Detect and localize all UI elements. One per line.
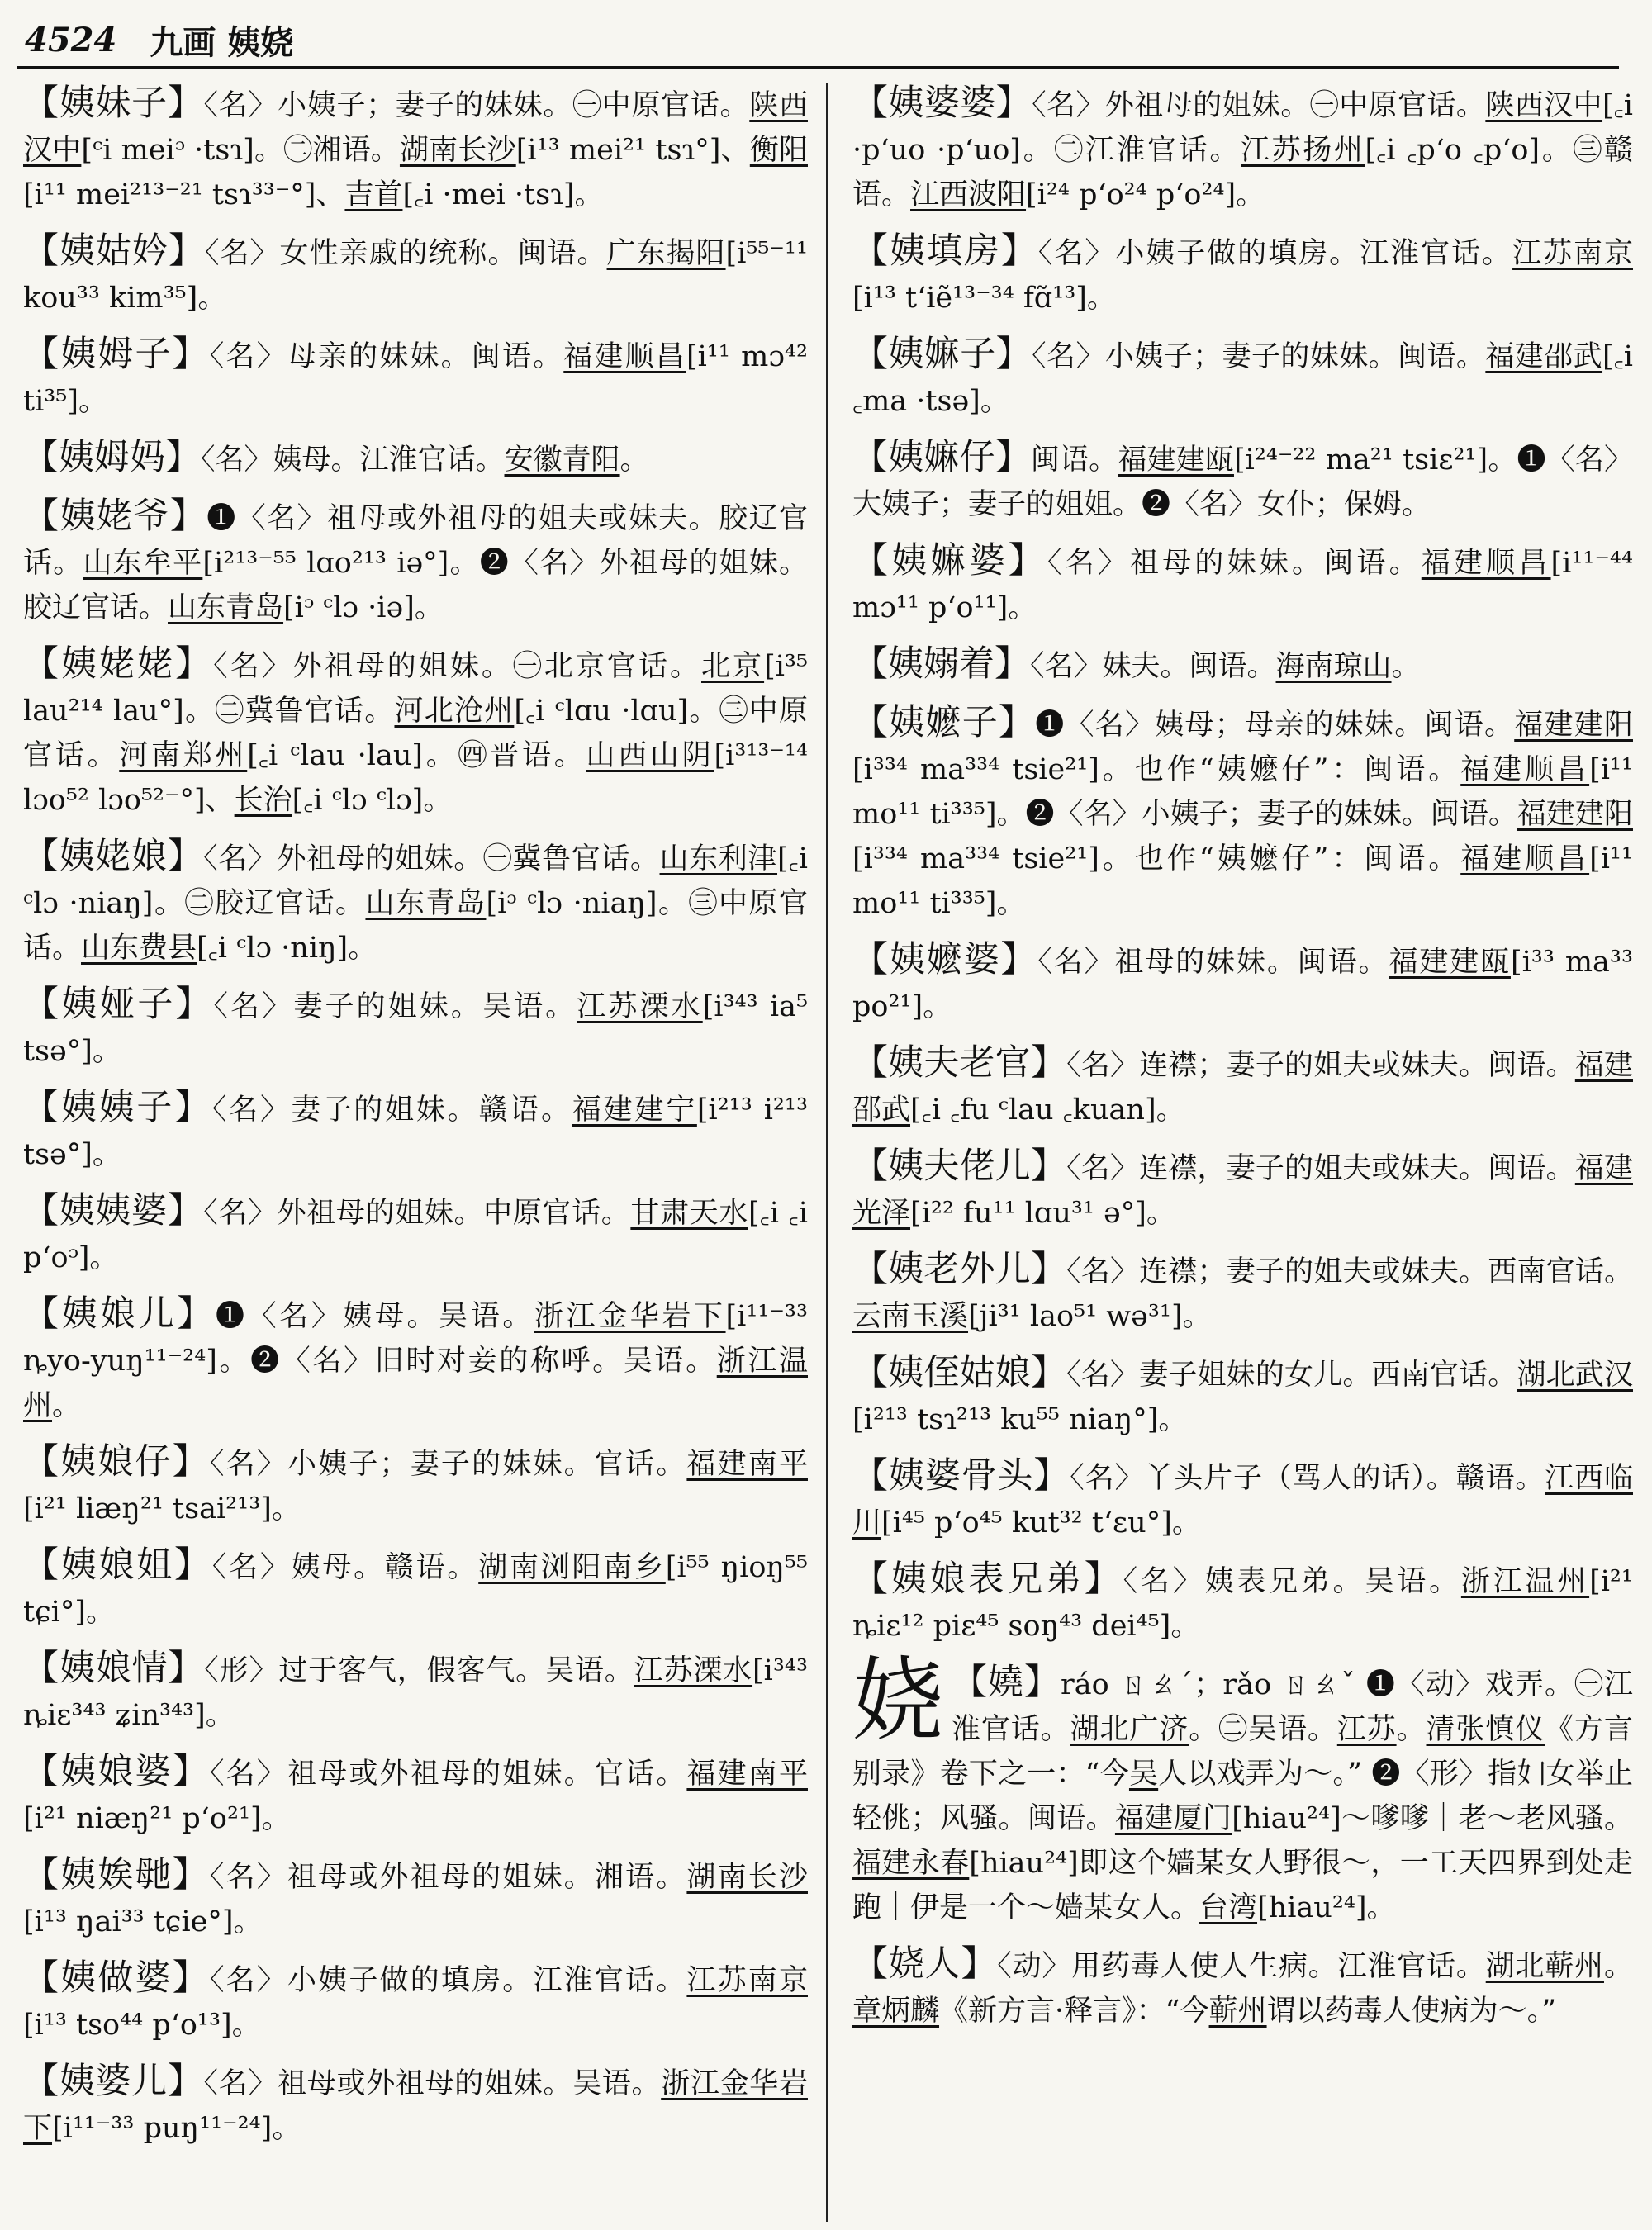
section-title: 九画 姨娆: [150, 22, 294, 62]
headword: 【姨娘婆】: [23, 1751, 210, 1792]
entry-text: 〈名〉外祖母的姐妹。㊀冀鲁官话。: [203, 842, 660, 875]
entry-text: [i²⁴⁻²² ma²¹ tsiɛ²¹]。❶〈名〉大姨子；妻子的姐姐。❷〈名〉女仆；保姆。: [852, 444, 1633, 521]
entry-text: 〈名〉连襟，妻子的姐夫或妹夫。闽语。: [1066, 1152, 1575, 1185]
entry-text: [i²¹³ i²¹³ tsə°]。: [23, 1094, 808, 1171]
entry-text: [i¹³ ŋai³³ tɕie°]。: [23, 1905, 263, 1938]
entry-text: [i³¹³⁻¹⁴ lɔo⁵² lɔo⁵²⁻°]、: [23, 739, 808, 817]
dictionary-entry: [23, 229, 808, 320]
place-name: 湖南长沙: [399, 134, 516, 167]
entry-text: 〈名〉丫头片子（骂人的话）。赣语。: [1070, 1462, 1545, 1495]
entry-text: 。: [620, 444, 649, 477]
headword: 【姨姆妈】: [23, 437, 201, 478]
dictionary-entry: [23, 1646, 808, 1738]
dictionary-entry: [23, 494, 808, 630]
entry-text: 。: [1603, 1950, 1633, 1983]
dictionary-entry: [23, 1292, 808, 1428]
place-name: 湖南浏阳南乡: [478, 1551, 666, 1584]
place-name: 台湾: [1199, 1891, 1258, 1924]
dictionary-entry: [23, 982, 808, 1074]
place-name: 山东利津: [659, 842, 778, 875]
entry-text: 〈名〉母亲的妹妹。闽语。: [209, 340, 564, 373]
entry-text: [i³³ ma³³ po²¹]。: [852, 946, 1633, 1023]
headword: 【姨姆子】: [23, 334, 210, 375]
place-name: 蕲州: [1208, 1995, 1267, 2028]
place-name: 福建建瓯: [1389, 946, 1511, 979]
entry-text: 谓以药毒人使病为～。”: [1266, 1995, 1556, 2028]
entry-text: [i²¹ niæŋ²¹ p‘o²¹]。: [23, 1802, 291, 1835]
entry-text: ráo ㄖㄠˊ；rǎo ㄖㄠˇ ❶〈动〉戏弄。㊀江淮官话。: [952, 1668, 1634, 1746]
headword: 【姨做婆】: [23, 1957, 210, 1999]
place-name: 衡阳: [749, 134, 808, 167]
entry-text: [꜀i ᶜlau ·lau]。㊃晋语。: [247, 739, 586, 772]
entry-text: [iᵓ ᶜlɔ ·iə]。: [283, 591, 444, 624]
entry-text: [꜀i ᶜlɔ ·niaŋ]。㊁胶辽官话。: [23, 842, 808, 920]
dictionary-entry: [852, 1454, 1633, 1545]
place-name: 福建顺昌: [1460, 842, 1590, 875]
entry-text: 〈名〉祖母或外祖母的姐妹。官话。: [209, 1758, 687, 1791]
entry-text: 《方言别录》卷下之一：“今: [852, 1713, 1633, 1791]
place-name: 河北沧州: [394, 695, 515, 728]
entry-text: [hiau²⁴]即这个嫱某女人野很～，一工天四界到处走跑｜伊是一个～嫱某女人。: [852, 1847, 1633, 1924]
place-name: 陕西汉中: [1485, 89, 1603, 122]
place-name: 福建建阳: [1514, 709, 1633, 742]
entry-text: 。: [1396, 1713, 1427, 1746]
place-name: 浙江温州: [1460, 1565, 1590, 1598]
entry-text: 〈名〉小姨子做的填房。江淮官话。: [209, 1964, 687, 1997]
place-name: 福建顺昌: [1421, 547, 1551, 580]
entry-text: ❶〈名〉姨母；母亲的妹妹。闽语。: [1035, 709, 1515, 742]
place-name: 陕西汉中: [23, 89, 808, 167]
dictionary-entry: [852, 332, 1633, 424]
dictionary-entry: [852, 1247, 1633, 1339]
place-name: 福建建宁: [572, 1094, 697, 1127]
headword: 【姨姥爷】: [23, 496, 207, 537]
dictionary-entry: [23, 1085, 808, 1177]
place-name: 湖北蕲州: [1485, 1950, 1604, 1983]
place-name: 江西波阳: [910, 178, 1027, 211]
entry-text: [i¹¹ mo¹¹ ti³³⁵]。❷〈名〉小姨子；妻子的妹妹。闽语。: [852, 753, 1633, 831]
entry-text: [i³³⁴ ma³³⁴ tsie²¹]。也作“姨嬷仔”：闽语。: [852, 842, 1461, 875]
dictionary-entry: [23, 81, 808, 217]
headword: 【姨娘姐】: [23, 1544, 212, 1586]
place-name: 浙江金华岩下: [23, 2067, 808, 2145]
dictionary-entry: [852, 1942, 1633, 2033]
dictionary-entry: [23, 1189, 808, 1280]
headword: 【姨嬷子】: [852, 702, 1036, 743]
entry-text: [i²¹ ȵiɛ¹² piɛ⁴⁵ soŋ⁴³ dei⁴⁵]。: [852, 1565, 1633, 1643]
headword: 【姨嫲仔】: [852, 437, 1031, 478]
place-name: 北京: [701, 650, 765, 683]
entry-text: 〈名〉祖母的妹妹。闽语。: [1047, 547, 1422, 580]
entry-text: [i¹¹⁻⁴⁴ mɔ¹¹ p‘o¹¹]。: [852, 547, 1633, 624]
place-name: 山东青岛: [365, 887, 487, 920]
entry-text: 〈名〉小姨子做的填房。江淮官话。: [1037, 237, 1513, 270]
place-name: 浙江金华岩下: [534, 1300, 726, 1333]
entry-text: [hiau²⁴]～嗲嗲｜老～老风骚。: [1232, 1802, 1633, 1835]
entry-text: [i¹¹ mei²¹³⁻²¹ tsɿ³³⁻°]、: [23, 178, 345, 211]
entry-text: [i²¹³ tsɿ²¹³ ku⁵⁵ niaŋ°]。: [852, 1403, 1188, 1436]
headword: 【嬈】: [952, 1662, 1061, 1703]
place-name: 江西临川: [852, 1462, 1633, 1540]
entry-text: [i¹¹ mɔ⁴² ti³⁵]。: [23, 340, 808, 418]
entry-text: [i¹¹ mo¹¹ ti³³⁵]。: [852, 842, 1633, 920]
place-name: 海南琼山: [1275, 650, 1392, 683]
entry-text: 〈名〉女性亲戚的统称。闽语。: [205, 237, 607, 270]
entry-text: [꜀i ᶜlɔ ·niŋ]。: [197, 932, 377, 965]
dictionary-entry: [23, 642, 808, 823]
headword: 【姨娘儿】: [23, 1293, 216, 1335]
entry-text: [i¹³ tso⁴⁴ p‘o¹³]。: [23, 2009, 261, 2042]
place-name: 安徽青阳: [504, 444, 620, 477]
entry-text: [i¹¹⁻³³ puŋ¹¹⁻²⁴]。: [52, 2112, 301, 2145]
entry-text: [hiau²⁴]。: [1257, 1891, 1396, 1924]
headword: 【姨婆婆】: [852, 83, 1032, 124]
entry-text: 〈名〉妻子姐妹的女儿。西南官话。: [1066, 1359, 1517, 1392]
entry-text: 闽语。: [1030, 444, 1118, 477]
place-name: 福建南平: [686, 1758, 808, 1791]
entry-text: 〈名〉妻子的姐妹。吴语。: [213, 990, 577, 1023]
dictionary-entry: [23, 2059, 808, 2151]
place-name: 福建顺昌: [563, 340, 686, 373]
place-name: 福建邵武: [852, 1049, 1633, 1127]
entry-text: [꜀i ꜀p‘o ꜀p‘o]。㊂赣语。: [852, 134, 1633, 211]
place-name: 江苏: [1336, 1713, 1397, 1746]
place-name: 福建永春: [852, 1847, 970, 1880]
dictionary-entry: [852, 700, 1633, 926]
entry-text: [i⁴⁵ p‘o⁴⁵ kut³² t‘ɛu°]。: [881, 1506, 1201, 1540]
place-name: 山西山阴: [586, 739, 714, 772]
entry-text: 〈动〉用药毒人使人生病。江淮官话。: [997, 1950, 1486, 1983]
headword: 【姨妹子】: [23, 83, 204, 124]
dictionary-entry: [23, 1543, 808, 1635]
place-name: 湖南长沙: [686, 1861, 808, 1894]
entry-text: [i²¹ liæŋ²¹ tsai²¹³]。: [23, 1492, 301, 1525]
entry-text: 〈名〉连襟；妻子的姐夫或妹夫。西南官话。: [1066, 1255, 1633, 1288]
dictionary-entry: [23, 1853, 808, 1944]
headword: 【姨夫老官】: [852, 1042, 1067, 1084]
dictionary-entry: [852, 937, 1633, 1029]
headword: 【姨娘仔】: [23, 1441, 210, 1483]
entry-text: 。㊁吴语。: [1189, 1713, 1337, 1746]
page-number: 4524: [25, 20, 117, 59]
entry-text: 〈名〉姨母。赣语。: [211, 1551, 479, 1584]
entry-text: [i²⁴ p‘o²⁴ p‘o²⁴]。: [1026, 178, 1265, 211]
entry-text: 〈名〉外祖母的姐妹。中原官话。: [203, 1197, 631, 1230]
entry-text: [i²¹³⁻⁵⁵ lɑo²¹³ iə°]。❷〈名〉外祖母的姐妹。胶辽官话。: [23, 547, 808, 624]
headword: 【姨嫲婆】: [852, 540, 1047, 581]
place-name: 福建顺昌: [1460, 753, 1590, 786]
dictionary-entry: [23, 1749, 808, 1841]
entry-text: 人以戏弄为～。” ❷〈形〉指妇女举止轻佻；风骚。闽语。: [852, 1758, 1633, 1835]
headword: 【姨娘情】: [23, 1648, 205, 1689]
headword: 【姨姥娘】: [23, 836, 204, 877]
entry-text: [i¹³ t‘iẽ¹³⁻³⁴ fɑ̃¹³]。: [852, 282, 1116, 315]
dictionary-entry: [852, 435, 1633, 527]
place-name: 章炳麟: [852, 1995, 940, 2028]
entry-text: [ji³¹ lao⁵¹ wə³¹]。: [968, 1300, 1212, 1333]
entry-text: 〈名〉连襟；妻子的姐夫或妹夫。闽语。: [1066, 1049, 1575, 1082]
headword: 【姨姨婆】: [23, 1190, 204, 1231]
entry-text: 〈名〉小姨子；妻子的妹妹。㊀中原官话。: [203, 89, 750, 122]
entry-text: 〈名〉外祖母的姐妹。㊀北京官话。: [213, 650, 702, 683]
headword: 【姨老外儿】: [852, 1249, 1067, 1290]
place-name: 山东牟平: [83, 547, 203, 580]
entry-text: [i³⁴³ ia⁵ tsə°]。: [23, 990, 808, 1068]
page-header: [25, 15, 1627, 64]
entry-text: 〈名〉外祖母的姐妹。㊀中原官话。: [1032, 89, 1486, 122]
entry-text: [꜀i ·p‘uo ·p‘uo]。㊁江淮官话。: [852, 89, 1633, 167]
entry-text: ❶〈名〉祖母或外祖母的姐夫或妹夫。胶辽官话。: [23, 502, 808, 580]
entry-text: [i⁵⁵⁻¹¹ kou³³ kim³⁵]。: [23, 237, 808, 315]
entry-text: 〈名〉姨表兄弟。吴语。: [1123, 1565, 1461, 1598]
headword: 【姨娅子】: [23, 984, 214, 1025]
headword: 【姨填房】: [852, 230, 1038, 272]
place-name: 湖北武汉: [1517, 1359, 1633, 1392]
headword: 【姨娭毑】: [23, 1854, 210, 1896]
place-name: 云南玉溪: [852, 1300, 969, 1333]
headword: 【姨婆儿】: [23, 2061, 204, 2102]
place-name: 河南郑州: [119, 739, 248, 772]
entry-text: 。: [52, 1389, 82, 1422]
dictionary-entry: [23, 834, 808, 970]
headword: 【娆人】: [852, 1943, 998, 1985]
headword: 【姨姑妗】: [23, 230, 206, 272]
entry-text: 〈名〉祖母的妹妹。闽语。: [1037, 946, 1389, 979]
headword: 【姨嫲子】: [852, 334, 1032, 375]
headword: 【姨姨子】: [23, 1087, 212, 1128]
headword: 【姨嬷婆】: [852, 939, 1038, 980]
entry-text: [i³⁵ lau²¹⁴ lau°]。㊁冀鲁官话。: [23, 650, 808, 728]
dictionary-entry: [852, 1350, 1633, 1442]
right-column: [852, 81, 1633, 2045]
entry-text: [꜀i ᶜlɔ ᶜlɔ]。: [292, 784, 453, 817]
entry-text: [i²² fu¹¹ lɑu³¹ ə°]。: [910, 1197, 1175, 1230]
place-name: 福建建阳: [1517, 798, 1633, 831]
entry-text: [꜀i ꜀i p‘oᵓ]。: [23, 1197, 808, 1274]
place-name: 福建南平: [686, 1448, 808, 1481]
entry-text: 〈名〉妻子的姐妹。赣语。: [211, 1094, 572, 1127]
place-name: 江苏溧水: [634, 1654, 753, 1687]
left-column: [23, 81, 808, 2162]
place-name: 吉首: [344, 178, 403, 211]
dictionary-entry: [852, 1041, 1633, 1132]
place-name: 甘肃天水: [630, 1197, 748, 1230]
dictionary-entry: [23, 1440, 808, 1531]
place-name: 江苏扬州: [1241, 134, 1365, 167]
dictionary-entry: [852, 229, 1633, 320]
entry-text: [꜀i ꜀ma ·tsə]。: [852, 340, 1633, 418]
dictionary-entry: [852, 539, 1633, 630]
place-name: 广东揭阳: [606, 237, 726, 270]
place-name: 江苏南京: [1512, 237, 1633, 270]
entry-text: ❶〈名〉姨母。吴语。: [215, 1300, 534, 1333]
headword: 【姨侄姑娘】: [852, 1352, 1067, 1393]
entry-text: [꜀i ·mei ·tsɿ]。: [402, 178, 604, 211]
place-name: 湖北广济: [1070, 1713, 1189, 1746]
dictionary-entry: [852, 81, 1633, 217]
dictionary-entry: [23, 435, 808, 482]
column-divider: [826, 83, 828, 2222]
entry-text: 〈形〉过于客气，假客气。吴语。: [204, 1654, 634, 1687]
entry-text: [i³⁴³ ȵiɛ³⁴³ ʑin³⁴³]。: [23, 1654, 808, 1732]
place-name: 江苏溧水: [577, 990, 703, 1023]
entry-text: [i⁵⁵ ŋioŋ⁵⁵ tɕi°]。: [23, 1551, 808, 1629]
entry-text: [i¹¹⁻³³ ȵyo-yuŋ¹¹⁻²⁴]。❷〈名〉旧时对妾的称呼。吴语。: [23, 1300, 808, 1378]
dictionary-entry: [23, 332, 808, 424]
headword: 【姨姥姥】: [23, 643, 214, 685]
place-name: 福建邵武: [1485, 340, 1603, 373]
entry-text: [i¹³ mei²¹ tsɿ°]、: [515, 134, 750, 167]
entry-text: [i³³⁴ ma³³⁴ tsie²¹]。也作“姨嬷仔”：闽语。: [852, 753, 1461, 786]
dictionary-entry: [23, 1956, 808, 2047]
dictionary-entry: [852, 642, 1633, 689]
entry-text: [iᵓ ᶜlɔ ·niaŋ]。㊂中原官话。: [23, 887, 808, 965]
entry-text: 〈名〉祖母或外祖母的姐妹。湘语。: [209, 1861, 687, 1894]
place-name: 福建光泽: [852, 1152, 1633, 1230]
main-character: 娆: [852, 1648, 943, 1753]
entry-text: [ᶜi meiᵓ ·tsɿ]。㊁湘语。: [81, 134, 400, 167]
place-name: 福建建瓯: [1118, 444, 1234, 477]
place-name: 长治: [234, 784, 292, 817]
place-name: 山东青岛: [168, 591, 284, 624]
headword: 【姨娘表兄弟】: [852, 1559, 1123, 1600]
place-name: 福建厦门: [1114, 1802, 1232, 1835]
entry-text: [꜀i ᶜlɑu ·lɑu]。㊂中原官话。: [23, 695, 808, 772]
place-name: 清张慎仪: [1426, 1713, 1545, 1746]
header-rule: [17, 66, 1619, 69]
entry-text: 〈名〉妹夫。闽语。: [1030, 650, 1276, 683]
entry-text: 〈名〉小姨子；妻子的妹妹。官话。: [209, 1448, 687, 1481]
dictionary-entry: [852, 1648, 1634, 1930]
place-name: 山东费县: [81, 932, 197, 965]
entry-text: [꜀i ꜀fu ᶜlau ꜀kuan]。: [910, 1094, 1185, 1127]
entry-text: 〈名〉祖母或外祖母的姐妹。吴语。: [203, 2067, 662, 2100]
place-name: 吴: [1128, 1758, 1159, 1791]
entry-text: 〈名〉小姨子；妻子的妹妹。闽语。: [1032, 340, 1486, 373]
entry-text: 。: [1391, 650, 1421, 683]
headword: 【姨嫋着】: [852, 643, 1030, 685]
entry-text: 〈名〉姨母。江淮官话。: [201, 444, 505, 477]
place-name: 浙江温州: [23, 1345, 808, 1422]
headword: 【姨婆骨头】: [852, 1455, 1070, 1497]
entry-text: 《新方言·释言》：“今: [939, 1995, 1209, 2028]
dictionary-entry: [852, 1557, 1633, 1649]
headword: 【姨夫佬儿】: [852, 1146, 1067, 1187]
place-name: 江苏南京: [686, 1964, 808, 1997]
dictionary-entry: [852, 1144, 1633, 1236]
